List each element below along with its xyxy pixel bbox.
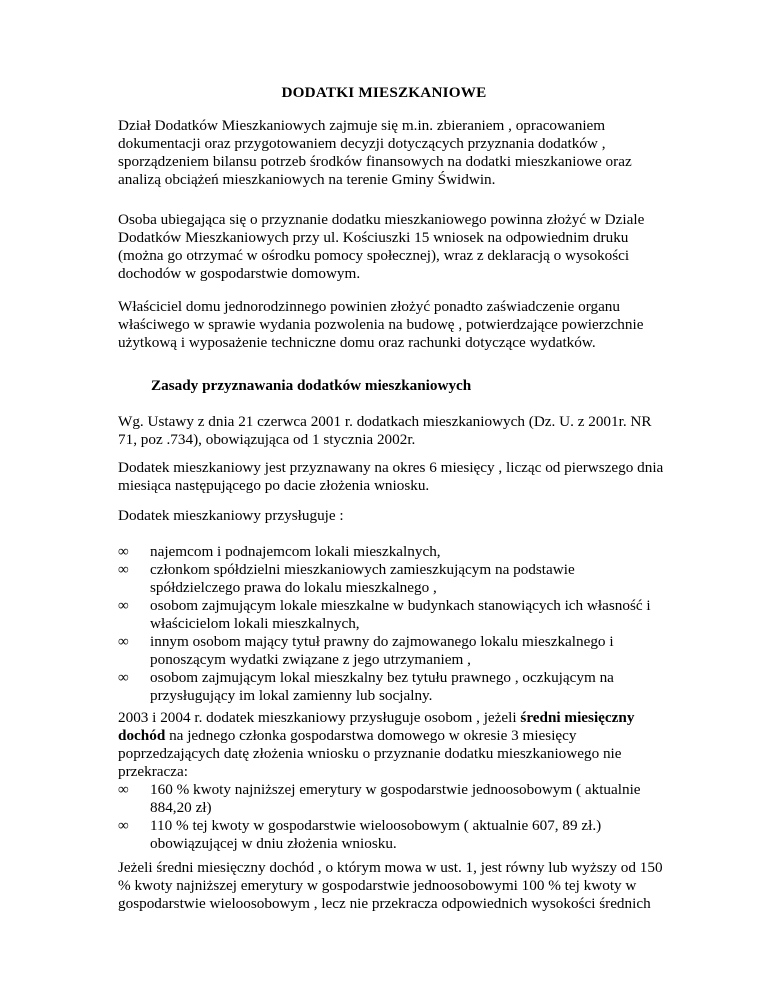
infinity-bullet-icon: ∞	[118, 669, 129, 686]
period-paragraph: Dodatek mieszkaniowy jest przyznawany na okres 6 miesięcy , licząc od pierwszego dnia miesiąca następującego po dacie złożenia wniosku.	[118, 459, 664, 494]
final-paragraph: Jeżeli średni miesięczny dochód , o którym mowa w ust. 1, jest równy lub wyższy od 150 % kwoty najniższej emerytury w gospodarstwie jednoosobowymi 100 % tej kwoty w gospodarstwie wieloosobowym , lecz nie przekracza odpowiednich wysokości średnich	[118, 859, 663, 912]
list-item: ∞ innym osobom mający tytuł prawny do zajmowanego lokalu mieszkalnego i ponoszącym wydatki związane z jego utrzymaniem ,	[118, 633, 614, 668]
eligible-intro: Dodatek mieszkaniowy przysługuje :	[118, 507, 344, 524]
owner-paragraph: Właściciel domu jednorodzinnego powinien złożyć ponadto zaświadczenie organu właściwego w sprawie wydania pozwolenia na budowę , potwierdzające powierzchnie użytkową i wyposażenie techniczne domu oraz rachunki dotyczące wydatków.	[118, 298, 644, 351]
infinity-bullet-icon: ∞	[118, 561, 129, 578]
list-item: ∞ 160 % kwoty najniższej emerytury w gospodarstwie jednoosobowym ( aktualnie 884,20 zł)	[118, 781, 641, 816]
list-item: ∞ osobom zajmującym lokal mieszkalny bez tytułu prawnego , oczkującym na przysługujący im lokal zamienny lub socjalny.	[118, 669, 614, 704]
list-item: ∞ 110 % tej kwoty w gospodarstwie wieloosobowym ( aktualnie 607, 89 zł.) obowiązującej w dniu złożenia wniosku.	[118, 817, 602, 852]
intro-paragraph: Dział Dodatków Mieszkaniowych zajmuje się m.in. zbieraniem , opracowaniem dokumentacji oraz przygotowaniem decyzji dotyczących przyznania dodatków , sporządzeniem bilansu potrzeb środków finansowych na dodatki mieszkaniowe oraz analizą obciążeń mieszkaniowych na terenie Gminy Świdwin.	[118, 117, 632, 188]
document-title: DODATKI MIESZKANIOWE	[281, 84, 487, 101]
infinity-bullet-icon: ∞	[118, 597, 129, 614]
list-item: ∞ osobom zajmującym lokale mieszkalne w budynkach stanowiących ich własność i właścicielom lokali mieszkalnych,	[118, 597, 651, 632]
infinity-bullet-icon: ∞	[118, 633, 129, 650]
income-paragraph: 2003 i 2004 r. dodatek mieszkaniowy przysługuje osobom , jeżeli średni miesięczny dochód na jednego członka gospodarstwa domowego w okresie 3 miesięcy poprzedzających datę złożenia wniosku o przyznanie dodatku mieszkaniowego nie przekracza:	[118, 709, 635, 780]
income-limits-list	[118, 781, 658, 853]
income-emphasis: średni miesięczny dochód	[118, 709, 635, 744]
infinity-bullet-icon: ∞	[118, 781, 129, 798]
infinity-bullet-icon: ∞	[118, 817, 129, 834]
applicant-paragraph: Osoba ubiegająca się o przyznanie dodatku mieszkaniowego powinna złożyć w Dziale Dodatków Mieszkaniowych przy ul. Kościuszki 15 wniosek na odpowiednim druku (można go otrzymać w ośrodku pomocy społecznej), wraz z deklaracją o wysokości dochodów w gospodarstwie domowym.	[118, 211, 645, 282]
infinity-bullet-icon: ∞	[118, 543, 129, 560]
law-paragraph: Wg. Ustawy z dnia 21 czerwca 2001 r. dodatkach mieszkaniowych (Dz. U. z 2001r. NR 71, poz .734), obowiązująca od 1 stycznia 2002r.	[118, 413, 652, 448]
list-item: ∞ najemcom i podnajemcom lokali mieszkalnych,	[118, 543, 441, 560]
list-item: ∞ członkom spółdzielni mieszkaniowych zamieszkującym na podstawie spółdzielczego prawa do lokalu mieszkalnego ,	[118, 561, 575, 596]
section-heading: Zasady przyznawania dodatków mieszkaniowych	[151, 377, 472, 394]
eligible-list	[118, 543, 658, 705]
